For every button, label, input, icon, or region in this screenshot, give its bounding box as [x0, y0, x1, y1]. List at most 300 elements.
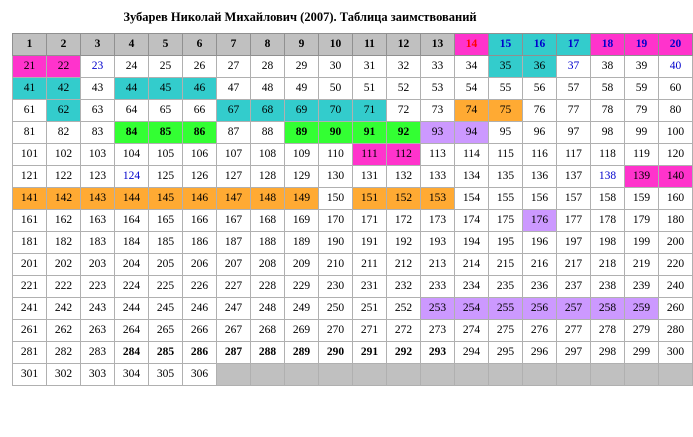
cell-157: 157 [557, 188, 591, 210]
cell-185: 185 [149, 232, 183, 254]
cell-empty [217, 364, 251, 386]
column-header-1: 1 [13, 34, 47, 56]
cell-51: 51 [353, 78, 387, 100]
cell-225: 225 [149, 276, 183, 298]
cell-117: 117 [557, 144, 591, 166]
cell-79: 79 [625, 100, 659, 122]
cell-62: 62 [47, 100, 81, 122]
cell-181: 181 [13, 232, 47, 254]
table-row [13, 210, 693, 232]
cell-176: 176 [523, 210, 557, 232]
cell-261: 261 [13, 320, 47, 342]
cell-301: 301 [13, 364, 47, 386]
cell-220: 220 [659, 254, 693, 276]
cell-213: 213 [421, 254, 455, 276]
column-header-13: 13 [421, 34, 455, 56]
cell-70: 70 [319, 100, 353, 122]
cell-270: 270 [319, 320, 353, 342]
cell-135: 135 [489, 166, 523, 188]
cell-130: 130 [319, 166, 353, 188]
cell-42: 42 [47, 78, 81, 100]
cell-285: 285 [149, 342, 183, 364]
column-header-6: 6 [183, 34, 217, 56]
column-header-3: 3 [81, 34, 115, 56]
cell-116: 116 [523, 144, 557, 166]
cell-144: 144 [115, 188, 149, 210]
cell-276: 276 [523, 320, 557, 342]
cell-empty [659, 364, 693, 386]
cell-205: 205 [149, 254, 183, 276]
cell-56: 56 [523, 78, 557, 100]
cell-empty [591, 364, 625, 386]
cell-289: 289 [285, 342, 319, 364]
cell-empty [251, 364, 285, 386]
table-row [13, 188, 693, 210]
cell-98: 98 [591, 122, 625, 144]
cell-68: 68 [251, 100, 285, 122]
cell-306: 306 [183, 364, 217, 386]
cell-298: 298 [591, 342, 625, 364]
cell-59: 59 [625, 78, 659, 100]
cell-60: 60 [659, 78, 693, 100]
cell-91: 91 [353, 122, 387, 144]
cell-163: 163 [81, 210, 115, 232]
cell-65: 65 [149, 100, 183, 122]
cell-297: 297 [557, 342, 591, 364]
cell-84: 84 [115, 122, 149, 144]
cell-245: 245 [149, 298, 183, 320]
cell-184: 184 [115, 232, 149, 254]
cell-237: 237 [557, 276, 591, 298]
cell-103: 103 [81, 144, 115, 166]
cell-41: 41 [13, 78, 47, 100]
cell-113: 113 [421, 144, 455, 166]
cell-182: 182 [47, 232, 81, 254]
cell-264: 264 [115, 320, 149, 342]
cell-167: 167 [217, 210, 251, 232]
cell-108: 108 [251, 144, 285, 166]
column-header-7: 7 [217, 34, 251, 56]
cell-222: 222 [47, 276, 81, 298]
cell-44: 44 [115, 78, 149, 100]
cell-199: 199 [625, 232, 659, 254]
cell-152: 152 [387, 188, 421, 210]
cell-239: 239 [625, 276, 659, 298]
cell-233: 233 [421, 276, 455, 298]
cell-230: 230 [319, 276, 353, 298]
cell-92: 92 [387, 122, 421, 144]
cell-180: 180 [659, 210, 693, 232]
cell-95: 95 [489, 122, 523, 144]
column-header-18: 18 [591, 34, 625, 56]
cell-148: 148 [251, 188, 285, 210]
cell-64: 64 [115, 100, 149, 122]
cell-284: 284 [115, 342, 149, 364]
cell-49: 49 [285, 78, 319, 100]
cell-177: 177 [557, 210, 591, 232]
cell-189: 189 [285, 232, 319, 254]
cell-203: 203 [81, 254, 115, 276]
cell-172: 172 [387, 210, 421, 232]
cell-291: 291 [353, 342, 387, 364]
cell-112: 112 [387, 144, 421, 166]
cell-93: 93 [421, 122, 455, 144]
cell-43: 43 [81, 78, 115, 100]
cell-69: 69 [285, 100, 319, 122]
table-row [13, 122, 693, 144]
cell-171: 171 [353, 210, 387, 232]
cell-150: 150 [319, 188, 353, 210]
cell-63: 63 [81, 100, 115, 122]
cell-191: 191 [353, 232, 387, 254]
cell-262: 262 [47, 320, 81, 342]
cell-124: 124 [115, 166, 149, 188]
cell-125: 125 [149, 166, 183, 188]
cell-188: 188 [251, 232, 285, 254]
column-header-2: 2 [47, 34, 81, 56]
cell-83: 83 [81, 122, 115, 144]
cell-161: 161 [13, 210, 47, 232]
cell-61: 61 [13, 100, 47, 122]
cell-111: 111 [353, 144, 387, 166]
table-row [13, 166, 693, 188]
cell-255: 255 [489, 298, 523, 320]
cell-55: 55 [489, 78, 523, 100]
table-row [13, 100, 693, 122]
cell-280: 280 [659, 320, 693, 342]
cell-210: 210 [319, 254, 353, 276]
cell-73: 73 [421, 100, 455, 122]
cell-123: 123 [81, 166, 115, 188]
cell-266: 266 [183, 320, 217, 342]
cell-292: 292 [387, 342, 421, 364]
cell-200: 200 [659, 232, 693, 254]
cell-212: 212 [387, 254, 421, 276]
cell-52: 52 [387, 78, 421, 100]
cell-empty [557, 364, 591, 386]
cell-250: 250 [319, 298, 353, 320]
cell-190: 190 [319, 232, 353, 254]
cell-104: 104 [115, 144, 149, 166]
cell-244: 244 [115, 298, 149, 320]
cell-156: 156 [523, 188, 557, 210]
cell-159: 159 [625, 188, 659, 210]
cell-283: 283 [81, 342, 115, 364]
cell-214: 214 [455, 254, 489, 276]
cell-154: 154 [455, 188, 489, 210]
cell-304: 304 [115, 364, 149, 386]
cell-218: 218 [591, 254, 625, 276]
cell-66: 66 [183, 100, 217, 122]
cell-99: 99 [625, 122, 659, 144]
cell-243: 243 [81, 298, 115, 320]
cell-253: 253 [421, 298, 455, 320]
column-header-10: 10 [319, 34, 353, 56]
cell-67: 67 [217, 100, 251, 122]
cell-242: 242 [47, 298, 81, 320]
cell-80: 80 [659, 100, 693, 122]
table-row [13, 254, 693, 276]
cell-252: 252 [387, 298, 421, 320]
cell-206: 206 [183, 254, 217, 276]
cell-23: 23 [81, 56, 115, 78]
column-header-5: 5 [149, 34, 183, 56]
cell-254: 254 [455, 298, 489, 320]
cell-227: 227 [217, 276, 251, 298]
cell-45: 45 [149, 78, 183, 100]
cell-empty [421, 364, 455, 386]
cell-300: 300 [659, 342, 693, 364]
table-row [13, 232, 693, 254]
cell-215: 215 [489, 254, 523, 276]
cell-202: 202 [47, 254, 81, 276]
cell-169: 169 [285, 210, 319, 232]
cell-143: 143 [81, 188, 115, 210]
cell-58: 58 [591, 78, 625, 100]
cell-47: 47 [217, 78, 251, 100]
cell-294: 294 [455, 342, 489, 364]
cell-119: 119 [625, 144, 659, 166]
cell-295: 295 [489, 342, 523, 364]
cell-219: 219 [625, 254, 659, 276]
cell-197: 197 [557, 232, 591, 254]
column-header-16: 16 [523, 34, 557, 56]
column-header-20: 20 [659, 34, 693, 56]
cell-100: 100 [659, 122, 693, 144]
column-header-15: 15 [489, 34, 523, 56]
cell-287: 287 [217, 342, 251, 364]
page-title: Зубарев Николай Михайлович (2007). Таблица заимствований [123, 10, 477, 24]
cell-278: 278 [591, 320, 625, 342]
cell-165: 165 [149, 210, 183, 232]
column-header-12: 12 [387, 34, 421, 56]
cell-90: 90 [319, 122, 353, 144]
column-header-19: 19 [625, 34, 659, 56]
cell-28: 28 [251, 56, 285, 78]
cell-223: 223 [81, 276, 115, 298]
cell-94: 94 [455, 122, 489, 144]
table-row [13, 56, 693, 78]
cell-72: 72 [387, 100, 421, 122]
cell-147: 147 [217, 188, 251, 210]
cell-48: 48 [251, 78, 285, 100]
cell-231: 231 [353, 276, 387, 298]
cell-293: 293 [421, 342, 455, 364]
cell-195: 195 [489, 232, 523, 254]
cell-81: 81 [13, 122, 47, 144]
cell-114: 114 [455, 144, 489, 166]
cell-24: 24 [115, 56, 149, 78]
cell-178: 178 [591, 210, 625, 232]
cell-151: 151 [353, 188, 387, 210]
cell-97: 97 [557, 122, 591, 144]
cell-198: 198 [591, 232, 625, 254]
cell-179: 179 [625, 210, 659, 232]
cell-145: 145 [149, 188, 183, 210]
cell-155: 155 [489, 188, 523, 210]
cell-228: 228 [251, 276, 285, 298]
column-header-14: 14 [455, 34, 489, 56]
cell-267: 267 [217, 320, 251, 342]
cell-106: 106 [183, 144, 217, 166]
cell-37: 37 [557, 56, 591, 78]
cell-183: 183 [81, 232, 115, 254]
cell-174: 174 [455, 210, 489, 232]
cell-128: 128 [251, 166, 285, 188]
cell-133: 133 [421, 166, 455, 188]
cell-238: 238 [591, 276, 625, 298]
cell-221: 221 [13, 276, 47, 298]
cell-30: 30 [319, 56, 353, 78]
cell-234: 234 [455, 276, 489, 298]
cell-126: 126 [183, 166, 217, 188]
cell-89: 89 [285, 122, 319, 144]
cell-38: 38 [591, 56, 625, 78]
column-header-4: 4 [115, 34, 149, 56]
cell-211: 211 [353, 254, 387, 276]
cell-248: 248 [251, 298, 285, 320]
cell-296: 296 [523, 342, 557, 364]
cell-115: 115 [489, 144, 523, 166]
cell-139: 139 [625, 166, 659, 188]
cell-256: 256 [523, 298, 557, 320]
cell-39: 39 [625, 56, 659, 78]
cell-21: 21 [13, 56, 47, 78]
cell-268: 268 [251, 320, 285, 342]
cell-273: 273 [421, 320, 455, 342]
cell-207: 207 [217, 254, 251, 276]
cell-226: 226 [183, 276, 217, 298]
cell-229: 229 [285, 276, 319, 298]
cell-54: 54 [455, 78, 489, 100]
cell-232: 232 [387, 276, 421, 298]
cell-192: 192 [387, 232, 421, 254]
cell-140: 140 [659, 166, 693, 188]
cell-281: 281 [13, 342, 47, 364]
cell-40: 40 [659, 56, 693, 78]
cell-302: 302 [47, 364, 81, 386]
cell-257: 257 [557, 298, 591, 320]
cell-240: 240 [659, 276, 693, 298]
cell-109: 109 [285, 144, 319, 166]
cell-96: 96 [523, 122, 557, 144]
cell-34: 34 [455, 56, 489, 78]
table-row [13, 78, 693, 100]
table-row [13, 364, 693, 386]
cell-empty [455, 364, 489, 386]
table-row [13, 320, 693, 342]
cell-303: 303 [81, 364, 115, 386]
cell-53: 53 [421, 78, 455, 100]
table-row [13, 342, 693, 364]
cell-277: 277 [557, 320, 591, 342]
cell-305: 305 [149, 364, 183, 386]
cell-101: 101 [13, 144, 47, 166]
cell-158: 158 [591, 188, 625, 210]
cell-31: 31 [353, 56, 387, 78]
cell-36: 36 [523, 56, 557, 78]
cell-282: 282 [47, 342, 81, 364]
cell-22: 22 [47, 56, 81, 78]
cell-82: 82 [47, 122, 81, 144]
cell-88: 88 [251, 122, 285, 144]
cell-208: 208 [251, 254, 285, 276]
cell-290: 290 [319, 342, 353, 364]
cell-32: 32 [387, 56, 421, 78]
cell-132: 132 [387, 166, 421, 188]
borrowings-table [12, 33, 693, 386]
cell-87: 87 [217, 122, 251, 144]
cell-129: 129 [285, 166, 319, 188]
cell-110: 110 [319, 144, 353, 166]
cell-186: 186 [183, 232, 217, 254]
cell-25: 25 [149, 56, 183, 78]
cell-121: 121 [13, 166, 47, 188]
table-row [13, 298, 693, 320]
table-header-row [13, 34, 693, 56]
cell-259: 259 [625, 298, 659, 320]
cell-224: 224 [115, 276, 149, 298]
cell-107: 107 [217, 144, 251, 166]
cell-85: 85 [149, 122, 183, 144]
cell-105: 105 [149, 144, 183, 166]
cell-216: 216 [523, 254, 557, 276]
cell-274: 274 [455, 320, 489, 342]
cell-137: 137 [557, 166, 591, 188]
cell-27: 27 [217, 56, 251, 78]
cell-175: 175 [489, 210, 523, 232]
cell-136: 136 [523, 166, 557, 188]
cell-142: 142 [47, 188, 81, 210]
cell-empty [489, 364, 523, 386]
cell-217: 217 [557, 254, 591, 276]
cell-241: 241 [13, 298, 47, 320]
cell-258: 258 [591, 298, 625, 320]
cell-166: 166 [183, 210, 217, 232]
cell-134: 134 [455, 166, 489, 188]
cell-77: 77 [557, 100, 591, 122]
cell-201: 201 [13, 254, 47, 276]
cell-263: 263 [81, 320, 115, 342]
cell-122: 122 [47, 166, 81, 188]
cell-194: 194 [455, 232, 489, 254]
cell-265: 265 [149, 320, 183, 342]
cell-193: 193 [421, 232, 455, 254]
borrowings-table-container [0, 33, 685, 386]
cell-146: 146 [183, 188, 217, 210]
cell-33: 33 [421, 56, 455, 78]
cell-164: 164 [115, 210, 149, 232]
cell-29: 29 [285, 56, 319, 78]
cell-162: 162 [47, 210, 81, 232]
cell-168: 168 [251, 210, 285, 232]
cell-75: 75 [489, 100, 523, 122]
table-row [13, 276, 693, 298]
cell-57: 57 [557, 78, 591, 100]
cell-160: 160 [659, 188, 693, 210]
cell-35: 35 [489, 56, 523, 78]
cell-empty [625, 364, 659, 386]
cell-260: 260 [659, 298, 693, 320]
cell-275: 275 [489, 320, 523, 342]
cell-empty [319, 364, 353, 386]
column-header-11: 11 [353, 34, 387, 56]
cell-76: 76 [523, 100, 557, 122]
cell-empty [353, 364, 387, 386]
table-row [13, 144, 693, 166]
cell-86: 86 [183, 122, 217, 144]
cell-50: 50 [319, 78, 353, 100]
